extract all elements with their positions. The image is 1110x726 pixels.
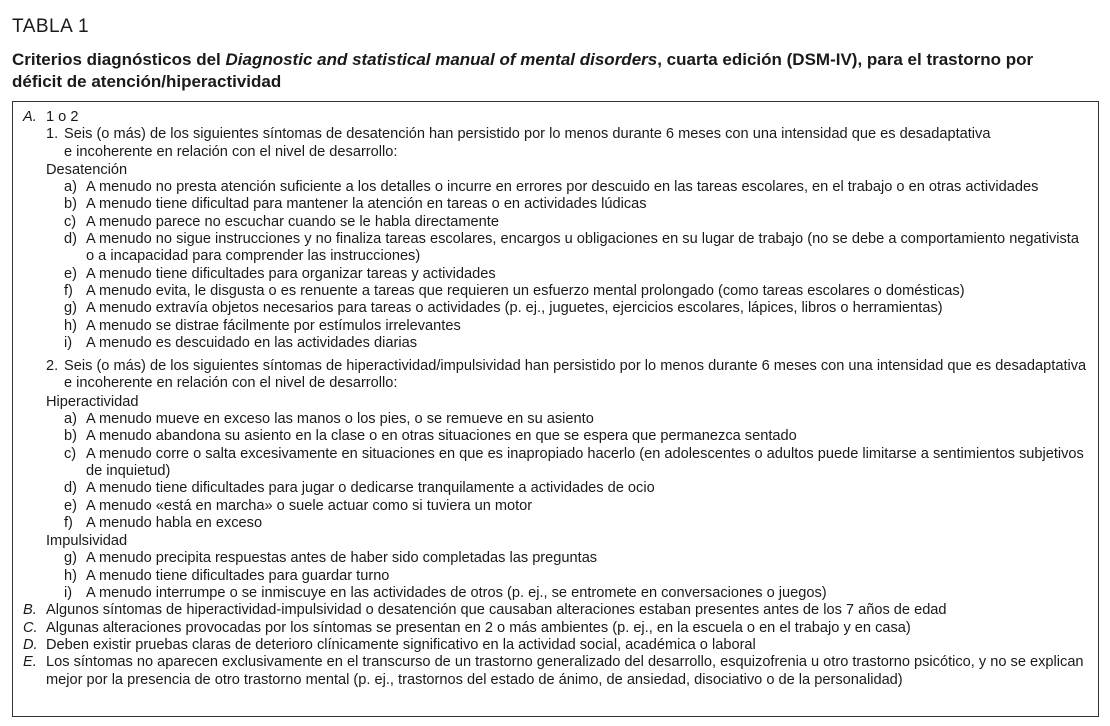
criterion-text: Deben existir pruebas claras de deterioro clínicamente significativo en la actividad social, académica o laboral — [46, 636, 756, 653]
symptom-letter: h) — [64, 567, 77, 584]
item-text: Seis (o más) de los siguientes síntomas de hiperactividad/impulsividad han persistido por lo menos durante 6 meses con una intensidad que es desadaptativa e incoherente en relación con el nivel de desarrollo: — [64, 358, 1087, 392]
criteria-content — [23, 109, 1090, 689]
symptom-text: A menudo es descuidado en las actividades diarias — [86, 334, 418, 351]
symptom-text: A menudo no presta atención suficiente a los detalles o incurre en errores por descuido en las tareas escolares, en el trabajo o en otras actividades — [86, 179, 1039, 196]
symptom-item — [64, 585, 1090, 602]
symptom-item — [64, 550, 1090, 567]
symptom-item — [64, 214, 1090, 231]
symptom-text: A menudo parece no escuchar cuando se le habla directamente — [86, 213, 499, 230]
criterion-letter: B. — [23, 602, 37, 619]
symptom-letter: c) — [64, 445, 77, 462]
symptom-text: A menudo evita, le disgusta o es renuente a tareas que requieren un esfuerzo mental prolongado (como tareas escolares o domésticas) — [86, 282, 965, 299]
symptom-letter: e) — [64, 265, 77, 282]
symptom-item — [64, 283, 1090, 300]
item-text-line-1: Seis (o más) de los siguientes síntomas de desatención han persistido por lo menos durante 6 meses con una intensidad que es desadaptativa — [64, 126, 991, 143]
caption-part1: Criterios diagnósticos del — [12, 50, 226, 69]
symptom-letter: a) — [64, 411, 77, 428]
symptom-text: A menudo no sigue instrucciones y no finaliza tareas escolares, encargos u obligaciones en su lugar de trabajo (no se debe a comportamiento negativista o a incapacidad para comprender las instrucciones) — [86, 231, 1079, 265]
symptom-item — [64, 446, 1090, 481]
criterion-a-item-2 — [23, 358, 1090, 393]
caption-part2: , cuarta edición (DSM-IV), para el trastorno por déficit de atención/hiperactividad — [12, 50, 1034, 91]
symptom-text: A menudo tiene dificultades para jugar o dedicarse tranquilamente a actividades de ocio — [86, 480, 655, 497]
symptom-letter: e) — [64, 497, 77, 514]
symptom-text: A menudo mueve en exceso las manos o los pies, o se remueve en su asiento — [86, 411, 594, 428]
symptom-item — [64, 179, 1090, 196]
symptom-letter: h) — [64, 317, 77, 334]
criterion-a-item-1 — [23, 126, 1090, 161]
criterion-e — [23, 654, 1090, 689]
symptom-letter: f) — [64, 282, 73, 299]
symptom-text: A menudo interrumpe o se inmiscuye en las actividades de otros (p. ej., se entromete en conversaciones o juegos) — [86, 585, 827, 602]
symptom-text: A menudo precipita respuestas antes de haber sido completadas las preguntas — [86, 550, 598, 567]
symptom-letter: g) — [64, 550, 77, 567]
criterion-letter: A. — [23, 109, 37, 125]
symptom-text: A menudo abandona su asiento en la clase o en otras situaciones en que se espera que permanezca sentado — [86, 428, 797, 445]
item-text — [64, 126, 1090, 161]
symptom-letter: d) — [64, 480, 77, 497]
symptom-letter: g) — [64, 300, 77, 317]
symptom-item — [64, 480, 1090, 497]
symptom-item — [64, 568, 1090, 585]
item-text-line-2: e incoherente en relación con el nivel de desarrollo: — [64, 143, 398, 160]
symptom-letter: c) — [64, 213, 77, 230]
criterion-a — [23, 109, 1090, 126]
symptom-letter: f) — [64, 514, 73, 531]
symptom-text: A menudo corre o salta excesivamente en situaciones en que es inapropiado hacerlo (en adolescentes o adultos puede limitarse a sentimientos subjetivos de inquietud) — [86, 445, 1084, 479]
symptom-text: A menudo tiene dificultad para mantener la atención en tareas o en actividades lúdicas — [86, 196, 647, 213]
symptom-text: A menudo se distrae fácilmente por estímulos irrelevantes — [86, 317, 461, 334]
criterion-text: Algunos síntomas de hiperactividad-impulsividad o desatención que causaban alteraciones estaban presentes antes de los 7 años de edad — [46, 602, 947, 619]
symptom-letter: b) — [64, 428, 77, 445]
symptom-item — [64, 498, 1090, 515]
criterion-letter: C. — [23, 619, 38, 636]
symptom-letter: i) — [64, 585, 73, 602]
criterion-text: 1 o 2 — [46, 109, 79, 125]
section-heading-desatencion: Desatención — [46, 161, 128, 178]
symptom-item — [64, 300, 1090, 317]
symptom-item — [64, 266, 1090, 283]
item-number: 2. — [46, 358, 59, 375]
table-caption — [12, 49, 1072, 93]
symptom-item — [64, 515, 1090, 532]
symptom-text: A menudo tiene dificultades para organizar tareas y actividades — [86, 265, 496, 282]
symptom-item — [64, 196, 1090, 213]
symptom-text: A menudo «está en marcha» o suele actuar como si tuviera un motor — [86, 497, 533, 514]
criterion-text: Algunas alteraciones provocadas por los síntomas se presentan en 2 o más ambientes (p. ej., en la escuela o en el trabajo y en casa) — [46, 619, 911, 636]
criteria-table — [12, 101, 1099, 717]
criterion-b — [23, 602, 1090, 619]
symptom-letter: b) — [64, 196, 77, 213]
caption-italic-title: Diagnostic and statistical manual of mental disorders — [225, 50, 658, 69]
symptom-text: A menudo habla en exceso — [86, 514, 263, 531]
criterion-d — [23, 637, 1090, 654]
symptom-item — [64, 428, 1090, 445]
section-heading-hiperactividad: Hiperactividad — [46, 393, 139, 410]
symptom-item — [64, 335, 1090, 352]
symptom-item — [64, 231, 1090, 266]
table-label: TABLA 1 — [12, 16, 90, 37]
criterion-letter: E. — [23, 654, 37, 671]
symptom-text: A menudo extravía objetos necesarios para tareas o actividades (p. ej., juguetes, ejercicios escolares, lápices, libros o herramientas) — [86, 300, 943, 317]
criterion-letter: D. — [23, 636, 38, 653]
symptom-letter: d) — [64, 231, 77, 248]
symptom-item — [64, 318, 1090, 335]
section-heading-impulsividad: Impulsividad — [46, 533, 128, 550]
symptom-item — [64, 411, 1090, 428]
symptom-letter: i) — [64, 334, 73, 351]
item-number: 1. — [46, 126, 59, 143]
criterion-c — [23, 620, 1090, 637]
symptom-letter: a) — [64, 179, 77, 196]
criterion-text: Los síntomas no aparecen exclusivamente en el transcurso de un trastorno generalizado del desarrollo, esquizofrenia u otro trastorno psicótico, y no se explican mejor por la presencia de otro trastorno mental (p. ej., trastornos del estado de ánimo, de ansiedad, disociativo o de la personalidad) — [46, 654, 1084, 688]
symptom-text: A menudo tiene dificultades para guardar turno — [86, 567, 390, 584]
